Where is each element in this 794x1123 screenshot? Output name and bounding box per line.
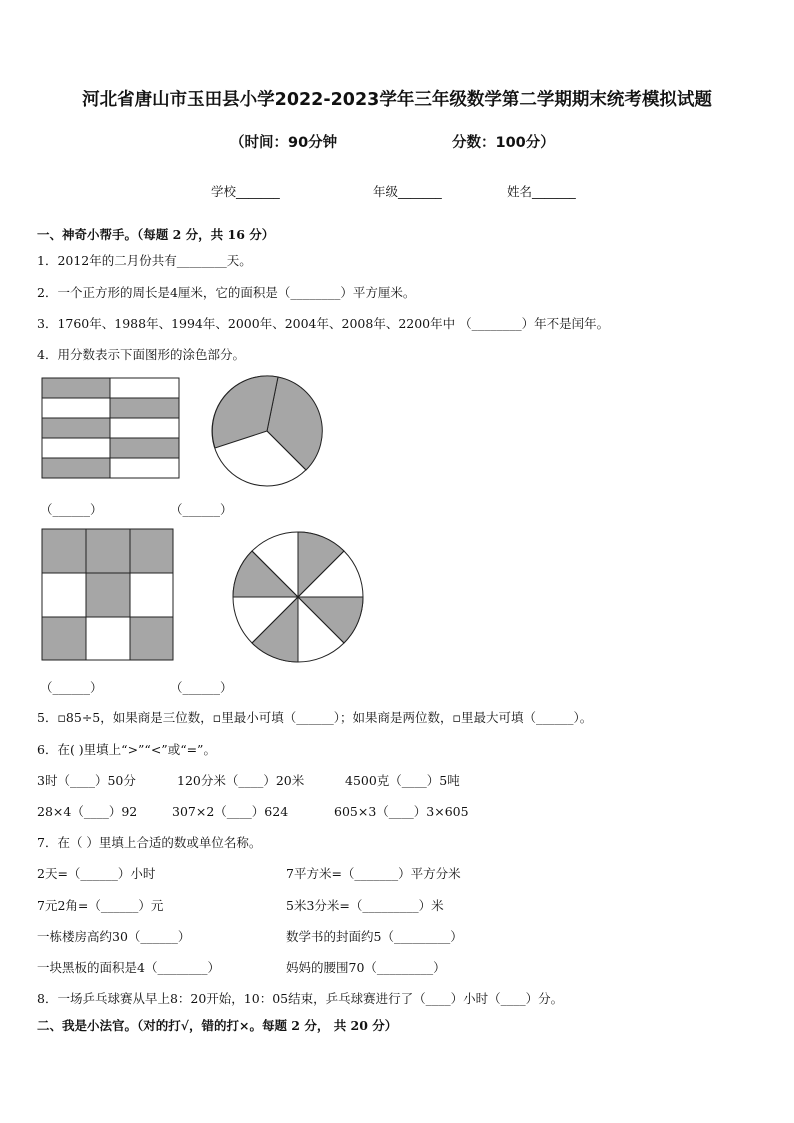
q7-item: 7平方米=（_______）平方分米 bbox=[286, 866, 461, 881]
question-2: 2．一个正方形的周长是4厘米，它的面积是（________）平方厘米。 bbox=[37, 285, 416, 300]
q7-item: 7元2角=（______）元 bbox=[37, 898, 164, 913]
exam-score: 分数：100分） bbox=[452, 135, 555, 151]
section2-heading: 二、我是小法官。（对的打√，错的打×。每题 2 分， 共 20 分） bbox=[37, 1018, 398, 1033]
q7-item: 5米3分米=（_________）米 bbox=[286, 898, 444, 913]
question-1: 1．2012年的二月份共有________天。 bbox=[37, 253, 252, 268]
q7-item: 数学书的封面约5（_________） bbox=[286, 929, 463, 944]
grade-field[interactable]: 年级_______ bbox=[373, 184, 442, 199]
q6-item: 120分米（____）20米 bbox=[177, 773, 305, 788]
figure-circle-thirds bbox=[210, 374, 324, 488]
q6-item: 4500克（____）5吨 bbox=[345, 773, 460, 788]
q7-item: 妈妈的腰围70（_________） bbox=[286, 960, 446, 975]
figure-rect-grid bbox=[41, 377, 180, 479]
figure-square-grid bbox=[41, 528, 174, 661]
answer-blank-fig1[interactable]: （______） bbox=[40, 502, 103, 517]
question-3: 3．1760年、1988年、1994年、2000年、2004年、2008年、2200年中 （________）年不是闰年。 bbox=[37, 316, 610, 331]
exam-time: （时间：90分钟 bbox=[230, 135, 338, 151]
school-field[interactable]: 学校_______ bbox=[211, 184, 280, 199]
question-5: 5．▫85÷5，如果商是三位数，▫里最小可填（______）；如果商是两位数，▫里最大可填（______）。 bbox=[37, 710, 593, 725]
q6-item: 605×3（____）3×605 bbox=[334, 804, 469, 819]
section1-heading: 一、神奇小帮手。（每题 2 分，共 16 分） bbox=[37, 227, 275, 242]
q6-item: 3时（____）50分 bbox=[37, 773, 136, 788]
answer-blank-fig2[interactable]: （______） bbox=[170, 502, 233, 517]
question-6: 6．在( )里填上“>”“<”或“=”。 bbox=[37, 742, 216, 757]
answer-blank-fig3[interactable]: （______） bbox=[40, 680, 103, 695]
q7-item: 2天=（______）小时 bbox=[37, 866, 156, 881]
question-7: 7．在（ ）里填上合适的数或单位名称。 bbox=[37, 835, 262, 850]
answer-blank-fig4[interactable]: （______） bbox=[170, 680, 233, 695]
q7-item: 一栋楼房高约30（______） bbox=[37, 929, 191, 944]
q6-item: 307×2（____）624 bbox=[172, 804, 289, 819]
q7-item: 一块黑板的面积是4（________） bbox=[37, 960, 220, 975]
question-8: 8．一场乒乓球赛从早上8：20开始，10：05结束，乒乓球赛进行了（____）小时（____）分。 bbox=[37, 991, 564, 1006]
figure-circle-eighths bbox=[231, 530, 365, 664]
page-title: 河北省唐山市玉田县小学2022-2023学年三年级数学第二学期期末统考模拟试题 bbox=[82, 90, 712, 110]
name-field[interactable]: 姓名_______ bbox=[507, 184, 576, 199]
question-4: 4．用分数表示下面图形的涂色部分。 bbox=[37, 347, 245, 362]
q6-item: 28×4（____）92 bbox=[37, 804, 138, 819]
